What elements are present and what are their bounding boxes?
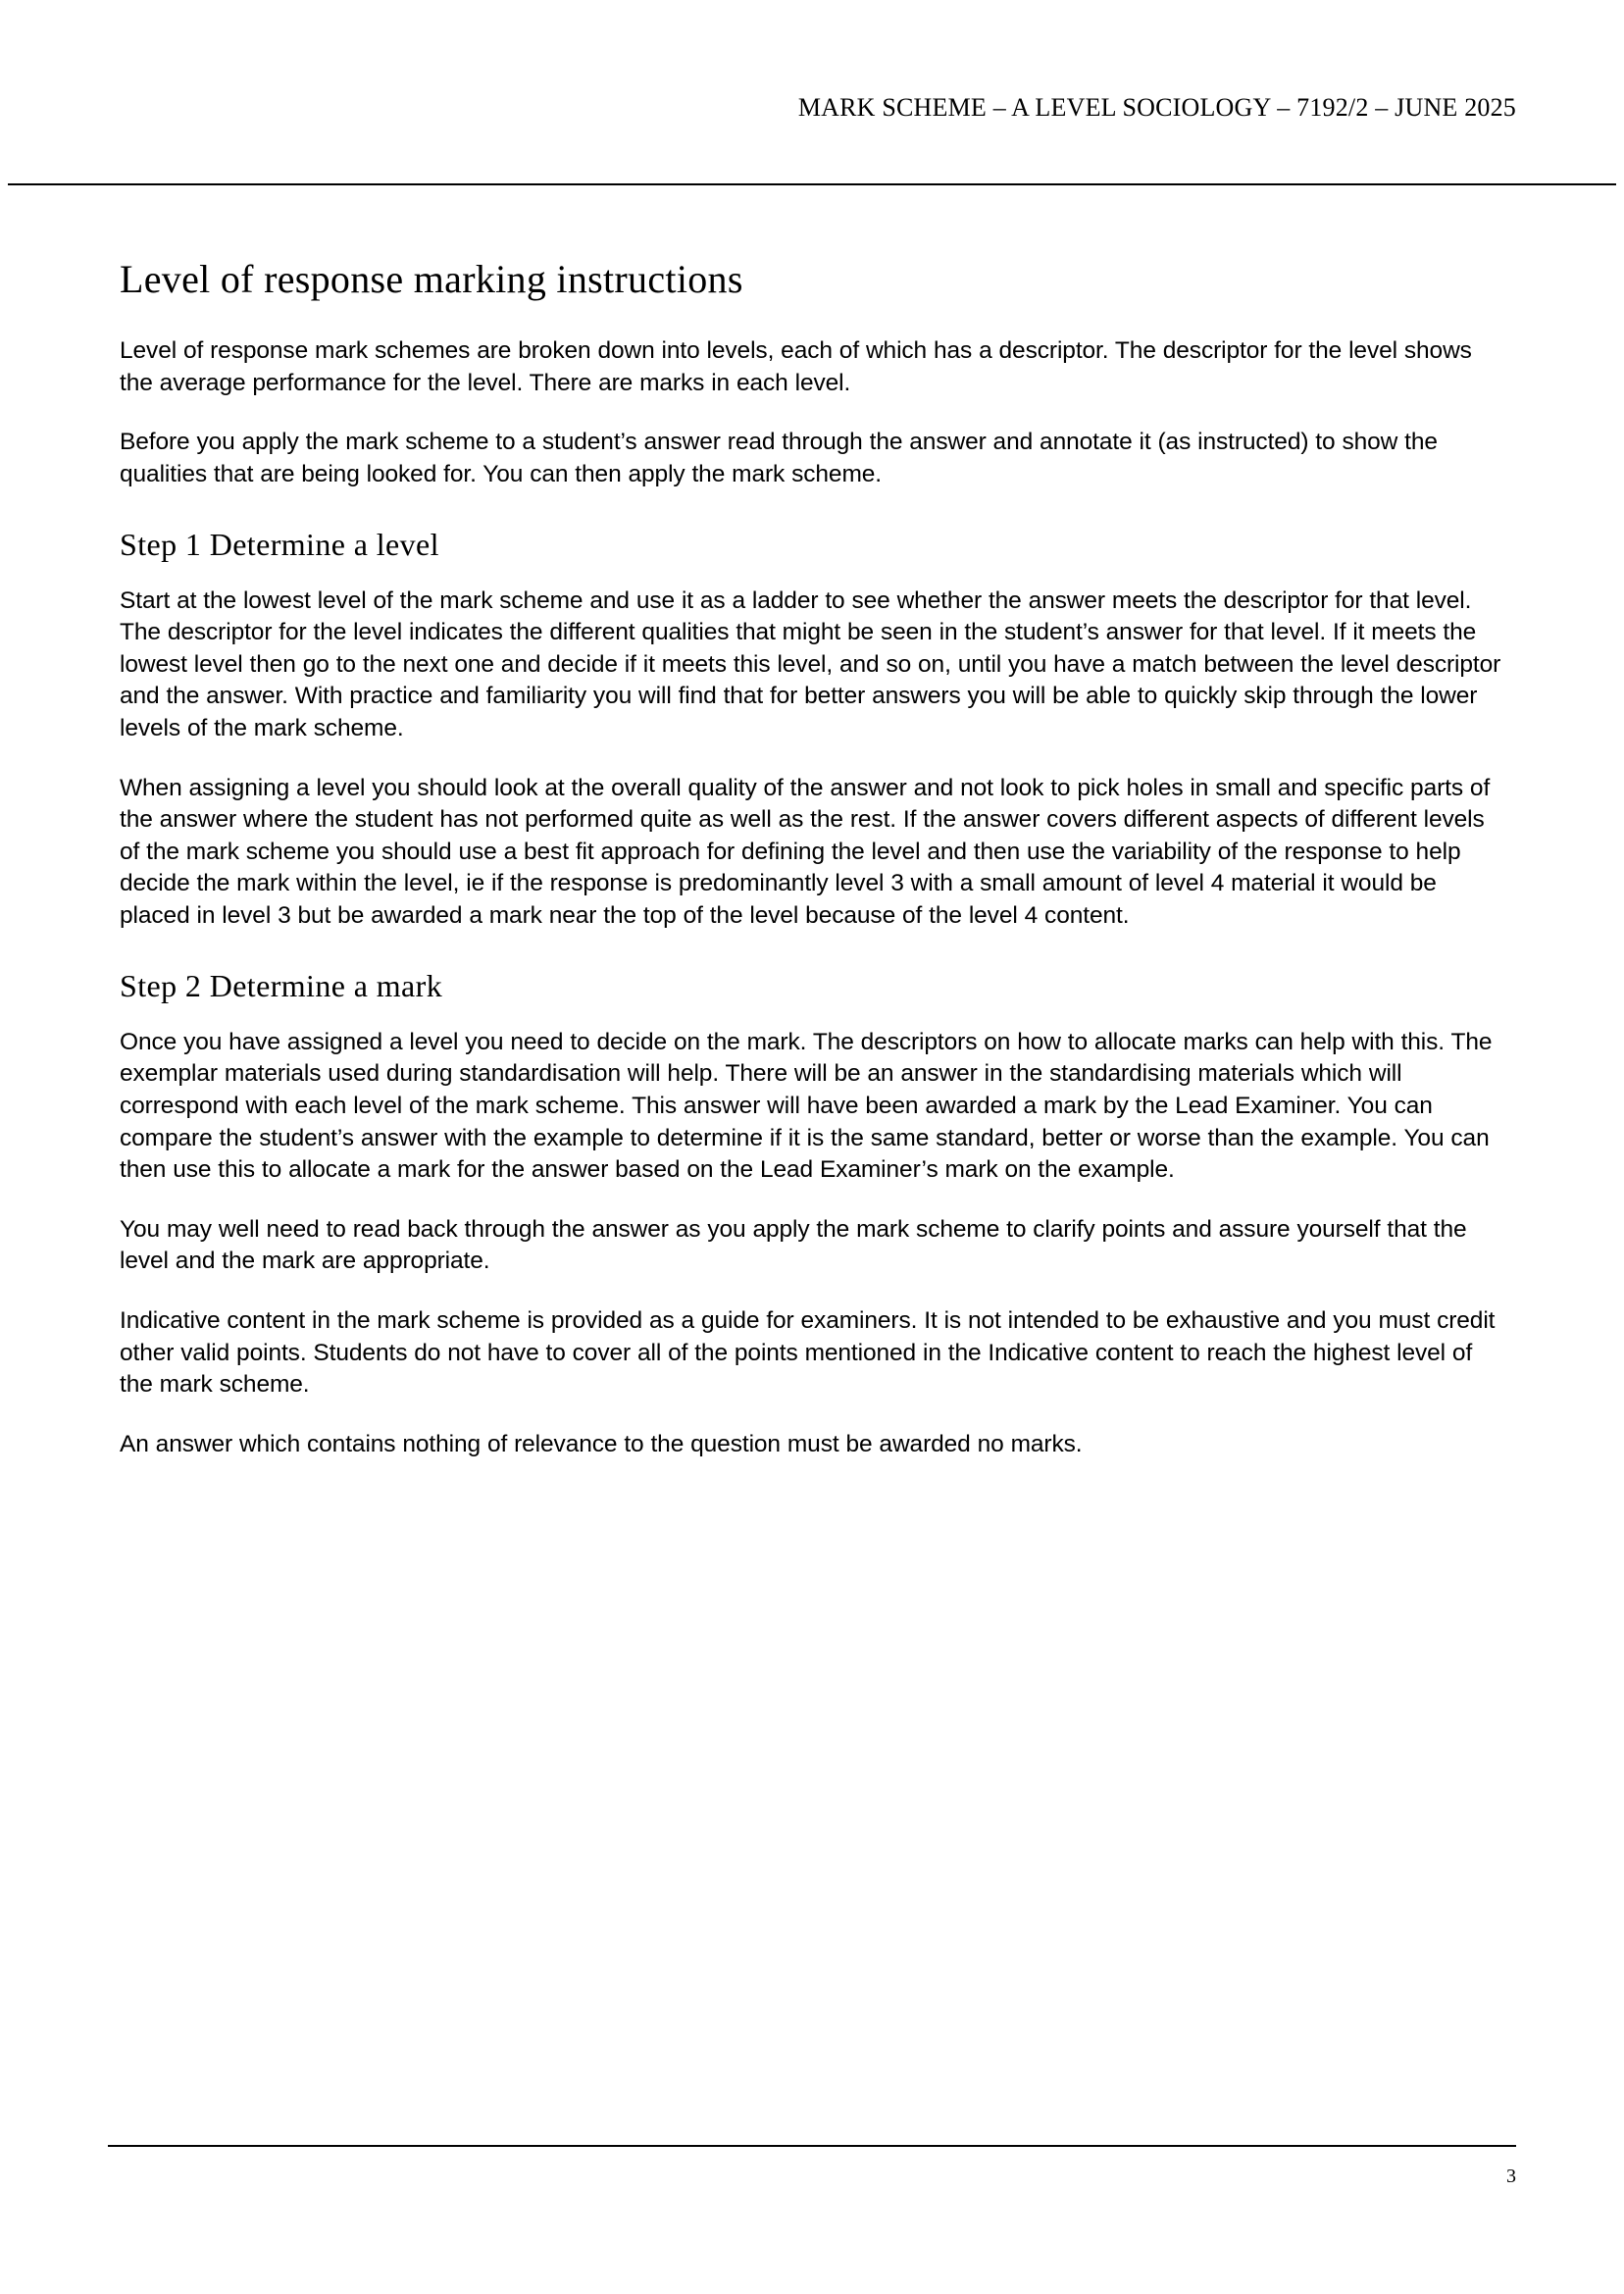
step-2-paragraph-1: Once you have assigned a level you need to decide on the mark. The descriptors on how to allocate marks can help with this. The exemplar materials used during standardisation will help. There will be an answer in the standardising materials which will correspond with each level of the mark scheme. This answer will have been awarded a mark by the Lead Examiner. You can compare the student’s answer with the example to determine if it is the same standard, better or worse than the example. You can then use this to allocate a mark for the answer based on the Lead Examiner’s mark on the example. — [120, 1028, 1493, 1184]
step-1-paragraph-2: When assigning a level you should look at the overall quality of the answer and not look to pick holes in small and specific parts of the answer where the student has not performed quite as well as the rest. If the answer covers different aspects of different levels of the mark scheme you should use a best fit approach for defining the level and then use the variability of the response to help decide the mark within the level, ie if the response is predominantly level 3 with a small amount of level 4 material it would be placed in level 3 but be awarded a mark near the top of the level because of the level 4 content. — [120, 774, 1491, 929]
section-heading-step-1: Step 1 Determine a level — [120, 527, 439, 563]
page-title: Level of response marking instructions — [120, 257, 743, 301]
intro-paragraph-2: Before you apply the mark scheme to a student’s answer read through the answer and annotate it (as instructed) to show the qualities that are being looked for. You can then apply the mark scheme. — [120, 429, 1438, 487]
step-1-paragraph-1: Start at the lowest level of the mark scheme and use it as a ladder to see whether the answer meets the descriptor for that level. The descriptor for the level indicates the different qualities that might be seen in the student’s answer for that level. If it meets the lowest level then go to the next one and decide if it meets this level, and so on, until you have a match between the level descriptor and the answer. With practice and familiarity you will find that for better answers you will be able to quickly skip through the lower levels of the mark scheme. — [120, 586, 1501, 742]
document-body — [120, 257, 1504, 1460]
footer-divider — [108, 2145, 1516, 2147]
section-heading-step-2: Step 2 Determine a mark — [120, 968, 443, 1004]
header-divider — [8, 183, 1616, 185]
running-header: MARK SCHEME – A LEVEL SOCIOLOGY – 7192/2 – JUNE 2025 — [797, 93, 1516, 122]
step-2-paragraph-2: You may well need to read back through the answer as you apply the mark scheme to clarify points and assure yourself that the level and the mark are appropriate. — [120, 1215, 1467, 1275]
page-number: 3 — [1506, 2166, 1516, 2187]
step-2-paragraph-3: Indicative content in the mark scheme is provided as a guide for examiners. It is not intended to be exhaustive and you must credit other valid points. Students do not have to cover all of the points mentioned in the Indicative content to reach the highest level of the mark scheme. — [120, 1306, 1496, 1399]
intro-paragraph-1: Level of response mark schemes are broken down into levels, each of which has a descriptor. The descriptor for the level shows the average performance for the level. There are marks in each level. — [120, 337, 1472, 396]
step-2-paragraph-4: An answer which contains nothing of relevance to the question must be awarded no marks. — [120, 1430, 1083, 1457]
